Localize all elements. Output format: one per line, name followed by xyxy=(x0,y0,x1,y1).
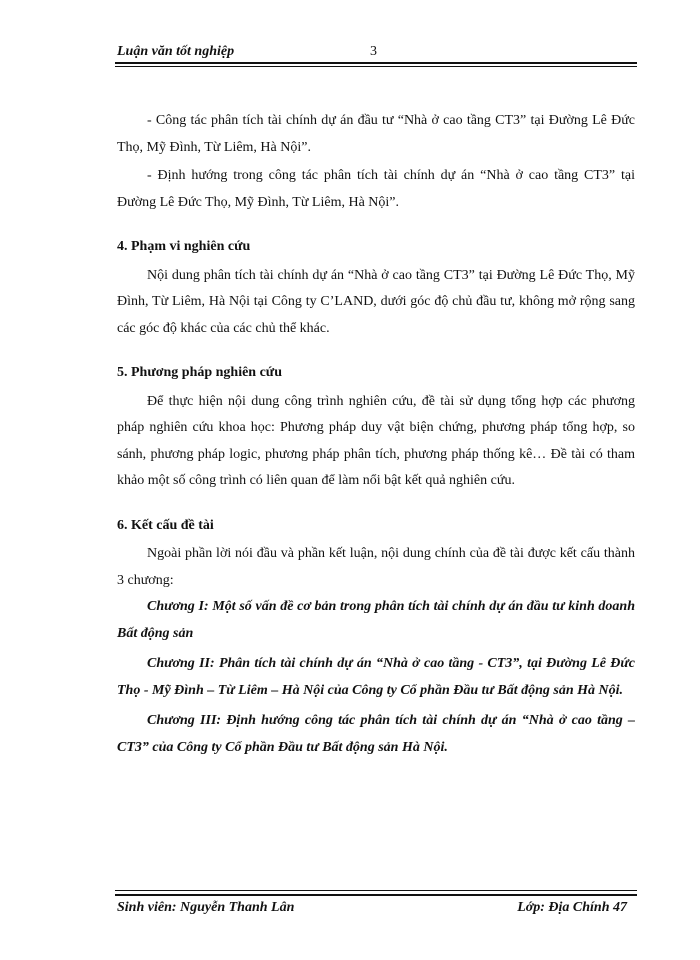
intro-item-1: - Công tác phân tích tài chính dự án đầu tư “Nhà ở cao tầng CT3” tại Đường Lê Đức Thọ, Mỹ Đình, Từ Liêm, Hà Nội”. xyxy=(117,113,635,155)
chapter-2: Chương II: Phân tích tài chính dự án “Nhà ở cao tầng - CT3”, tại Đường Lê Đức Thọ - Mỹ Đình – Từ Liêm – Hà Nội của Công ty Cổ phần Đầu tư Bất động sản Hà Nội. xyxy=(117,656,635,698)
header-title: Luận văn tốt nghiệp xyxy=(117,44,235,59)
footer-class: Lớp: Địa Chính 47 xyxy=(517,900,627,915)
section-6-text: Ngoài phần lời nói đầu và phần kết luận, nội dung chính của đề tài được kết cấu thành 3 chương: xyxy=(117,546,635,588)
page-header xyxy=(117,40,637,62)
footer-rule-thin xyxy=(115,890,637,891)
page-footer xyxy=(117,900,637,922)
header-rule-thin xyxy=(115,66,637,67)
footer-rule-thick xyxy=(115,894,637,896)
header-rule-thick xyxy=(115,62,637,64)
section-4-text: Nội dung phân tích tài chính dự án “Nhà ở cao tầng CT3” tại Đường Lê Đức Thọ, Mỹ Đình, Từ Liêm, Hà Nội tại Công ty C’LAND, dưới góc độ chủ đầu tư, không mở rộng sang các góc độ khác của các chủ thể khác. xyxy=(117,267,635,336)
page-body xyxy=(117,108,635,761)
chapter-1: Chương I: Một số vấn đề cơ bản trong phân tích tài chính dự án đầu tư kinh doanh Bất động sản xyxy=(117,599,635,641)
section-4-heading: 4. Phạm vi nghiên cứu xyxy=(117,239,251,254)
footer-student: Sinh viên: Nguyễn Thanh Lân xyxy=(117,900,295,915)
section-5-heading: 5. Phương pháp nghiên cứu xyxy=(117,365,282,380)
page-number: 3 xyxy=(370,44,377,59)
section-5-text: Để thực hiện nội dung công trình nghiên cứu, đề tài sử dụng tổng hợp các phương pháp nghiên cứu khoa học: Phương pháp duy vật biện chứng, phương pháp tổng hợp, so sánh, phương pháp logic, phương pháp phân tích, phương pháp thống kê… Đề tài có tham khảo một số công trình có liên quan để làm nổi bật kết quả nghiên cứu. xyxy=(117,393,635,488)
section-6-heading: 6. Kết cấu đề tài xyxy=(117,517,214,533)
chapter-3: Chương III: Định hướng công tác phân tích tài chính dự án “Nhà ở cao tầng – CT3” của Công ty Cổ phần Đầu tư Bất động sản Hà Nội. xyxy=(117,713,635,755)
intro-item-2: - Định hướng trong công tác phân tích tài chính dự án “Nhà ở cao tầng CT3” tại Đường Lê Đức Thọ, Mỹ Đình, Từ Liêm, Hà Nội”. xyxy=(117,168,635,210)
